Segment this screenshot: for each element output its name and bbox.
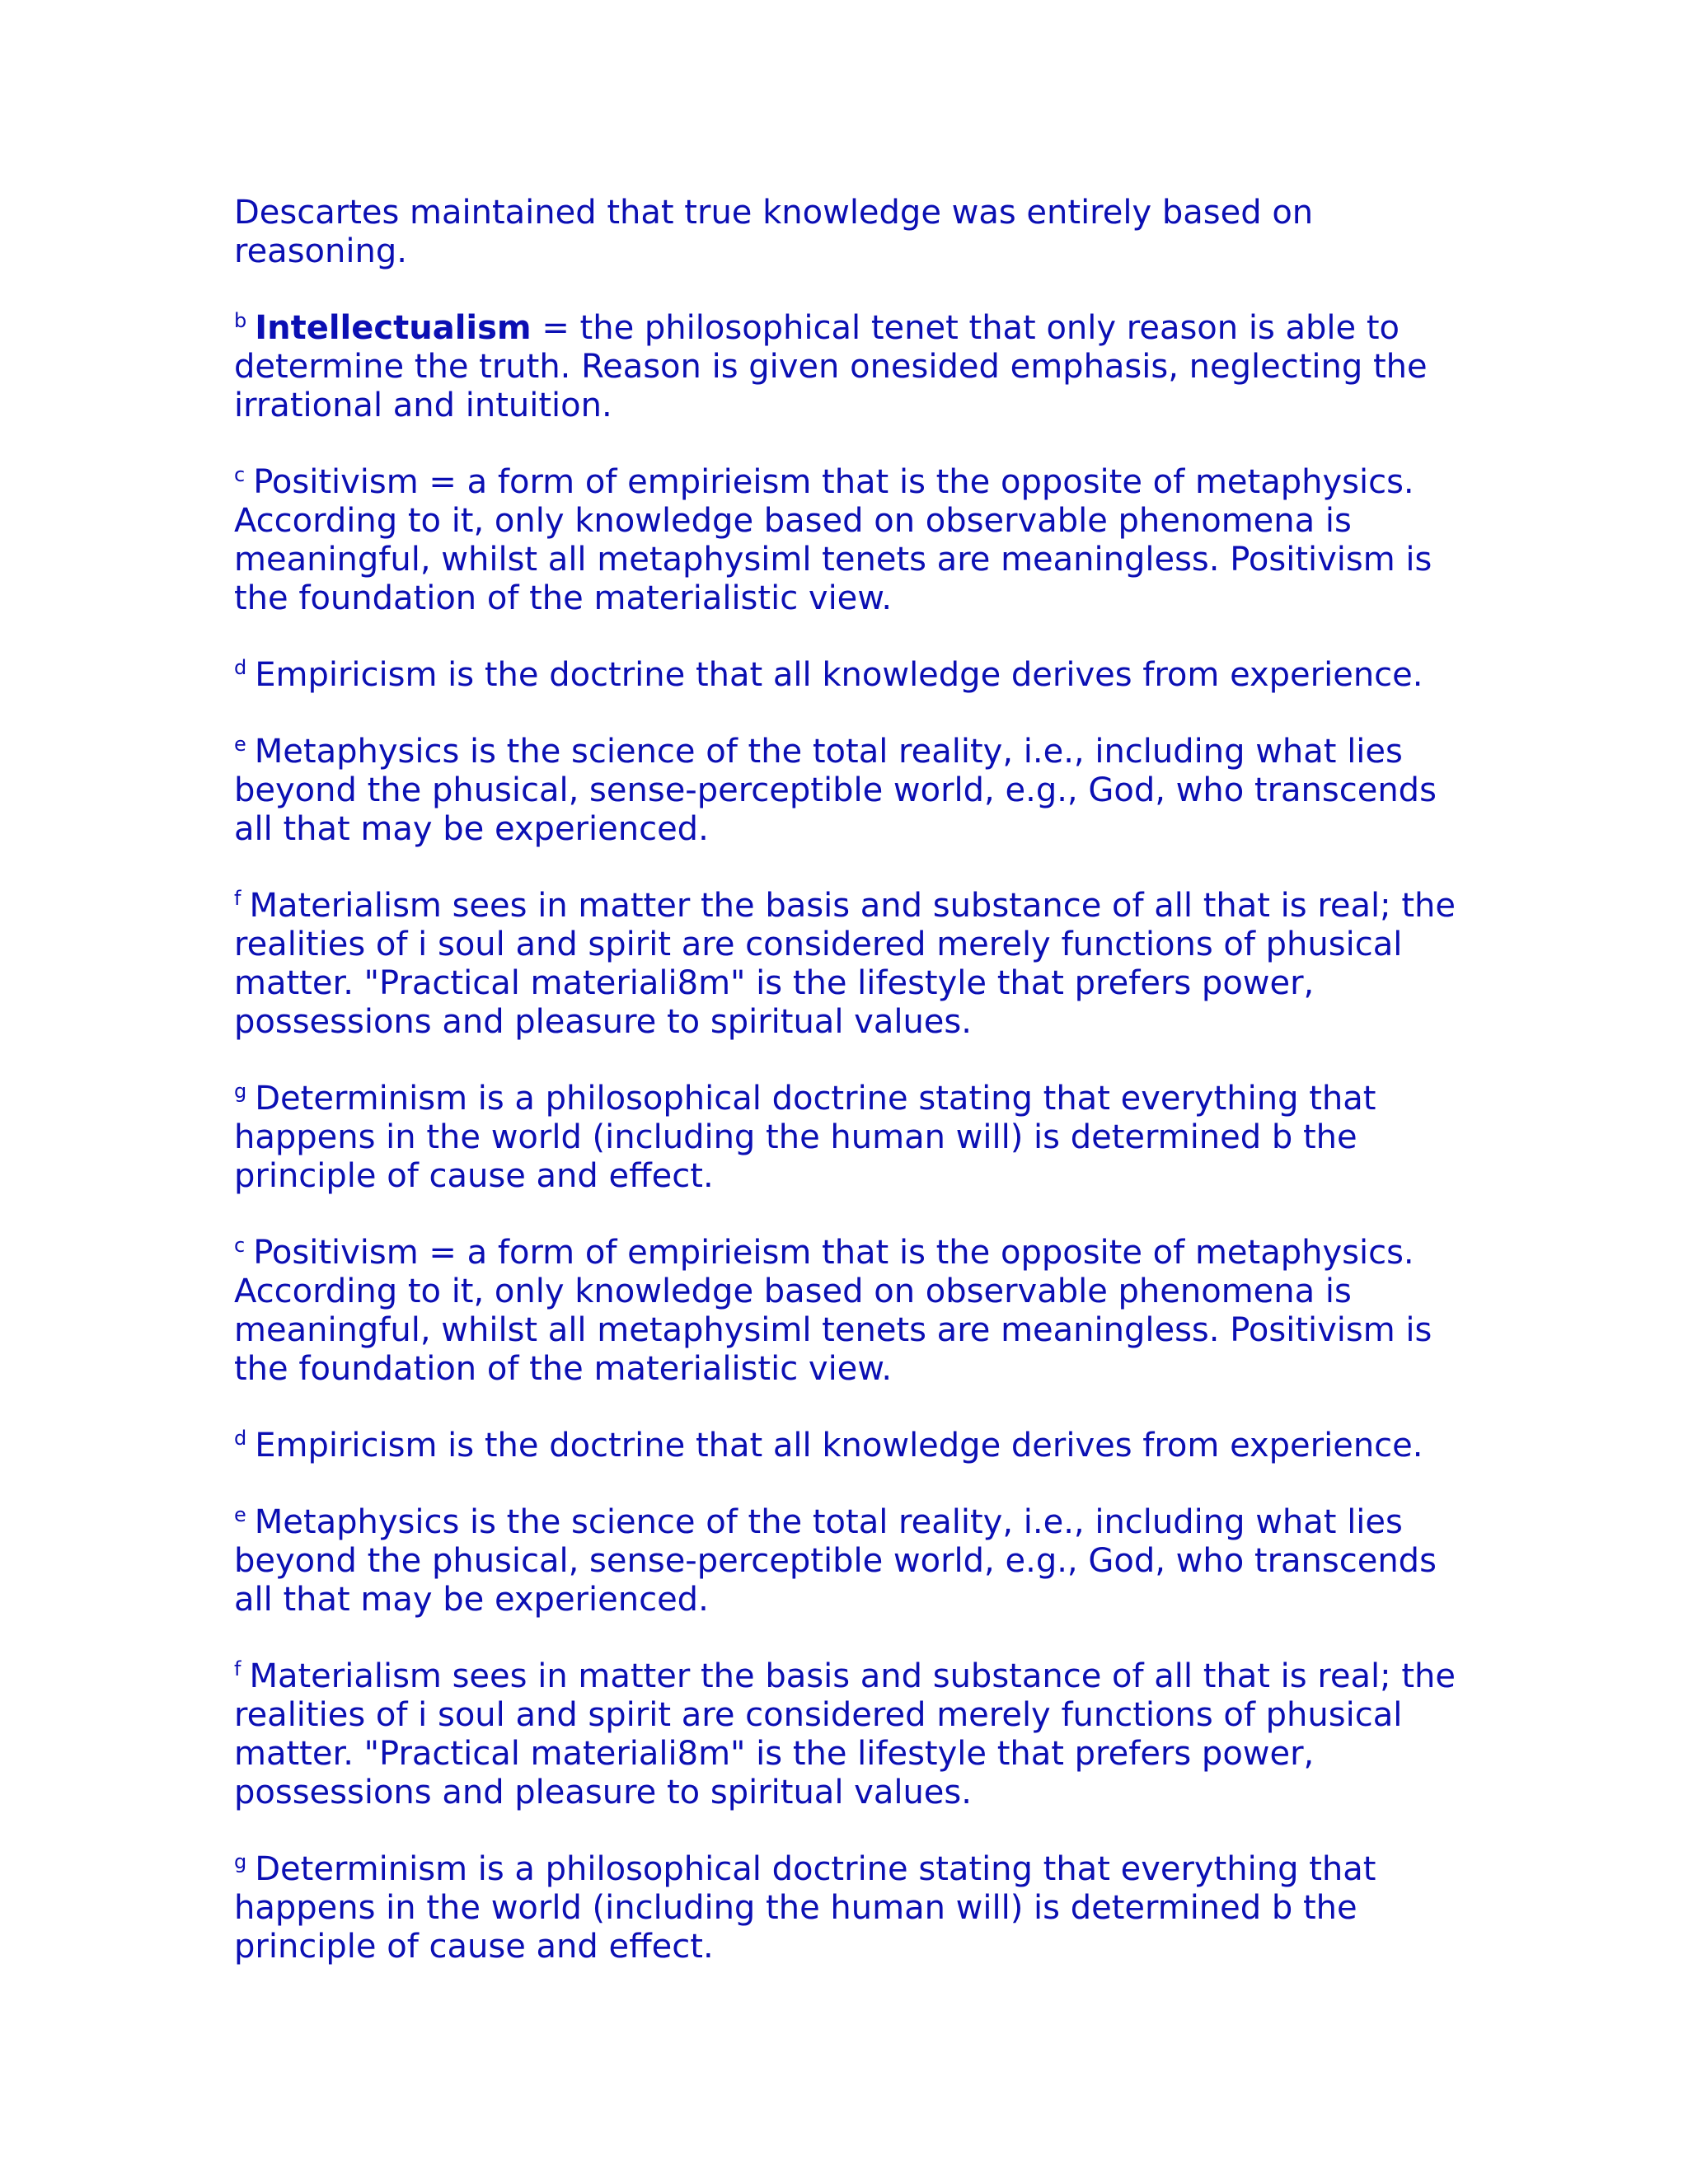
document-page [234,194,1470,2004]
footnote-f [234,887,1470,1042]
footnote-marker: e [234,1503,246,1526]
footnote-marker: e [234,733,246,756]
footnote-e-repeat [234,1503,1470,1619]
footnote-d-repeat [234,1427,1470,1465]
footnote-marker: d [234,656,247,679]
footnote-text: Empiricism is the doctrine that all knowledge derives from experience. [255,1427,1423,1465]
footnote-text: Determinism is a philosophical doctrine stating that everything that happens in the world (including the human will) is determined b the principle of cause and effect. [234,1850,1376,1966]
intro-paragraph: Descartes maintained that true knowledge was entirely based on reasoning. [234,194,1314,270]
footnote-marker: f [234,887,241,910]
footnote-d [234,656,1470,695]
footnote-text: Positivism = a form of empirieism that is the opposite of metaphysics. According to it, only knowledge based on observable phenomena is meaningful, whilst all metaphysiml tenets are meaningless. Positivism is the foundation of the materialistic view. [234,1234,1432,1388]
footnote-marker: f [234,1657,241,1680]
footnote-text: Positivism = a form of empirieism that is the opposite of metaphysics. According to it, only knowledge based on observable phenomena is meaningful, whilst all metaphysiml tenets are meaningless. Positivism is the foundation of the materialistic view. [234,463,1432,617]
footnote-text: Metaphysics is the science of the total reality, i.e., including what lies beyond the phusical, sense-perceptible world, e.g., God, who transcends all that may be experienced. [234,733,1437,848]
footnote-marker: c [234,1234,246,1257]
footnote-term: Intellectualism [255,309,532,347]
footnote-marker: g [234,1080,247,1103]
footnote-text: Materialism sees in matter the basis and substance of all that is real; the realities of i soul and spirit are considered merely functions of phusical matter. "Practical materiali8m" is the lifestyle that prefers power, possessions and pleasure to spiritual values. [234,887,1456,1041]
footnote-marker: c [234,463,246,486]
footnote-c [234,463,1470,618]
footnote-marker: g [234,1850,247,1873]
footnote-g [234,1080,1470,1196]
footnote-g-repeat [234,1850,1470,1966]
footnote-text: Materialism sees in matter the basis and substance of all that is real; the realities of i soul and spirit are considered merely functions of phusical matter. "Practical materiali8m" is the lifestyle that prefers power, possessions and pleasure to spiritual values. [234,1657,1456,1811]
footnote-text: Determinism is a philosophical doctrine stating that everything that happens in the world (including the human will) is determined b the principle of cause and effect. [234,1080,1376,1195]
footnote-e [234,733,1470,849]
footnote-b [234,309,1470,425]
footnote-text: Metaphysics is the science of the total reality, i.e., including what lies beyond the phusical, sense-perceptible world, e.g., God, who transcends all that may be experienced. [234,1503,1437,1619]
footnote-c-repeat [234,1234,1470,1389]
footnote-text: Empiricism is the doctrine that all knowledge derives from experience. [255,656,1423,694]
footnote-marker: b [234,309,247,332]
footnote-f-repeat [234,1657,1470,1812]
footnote-text: = the philosophical tenet that only reason is able to determine the truth. Reason is given onesided emphasis, neglecting the irrational and intuition. [234,309,1428,424]
footnote-marker: d [234,1427,247,1450]
